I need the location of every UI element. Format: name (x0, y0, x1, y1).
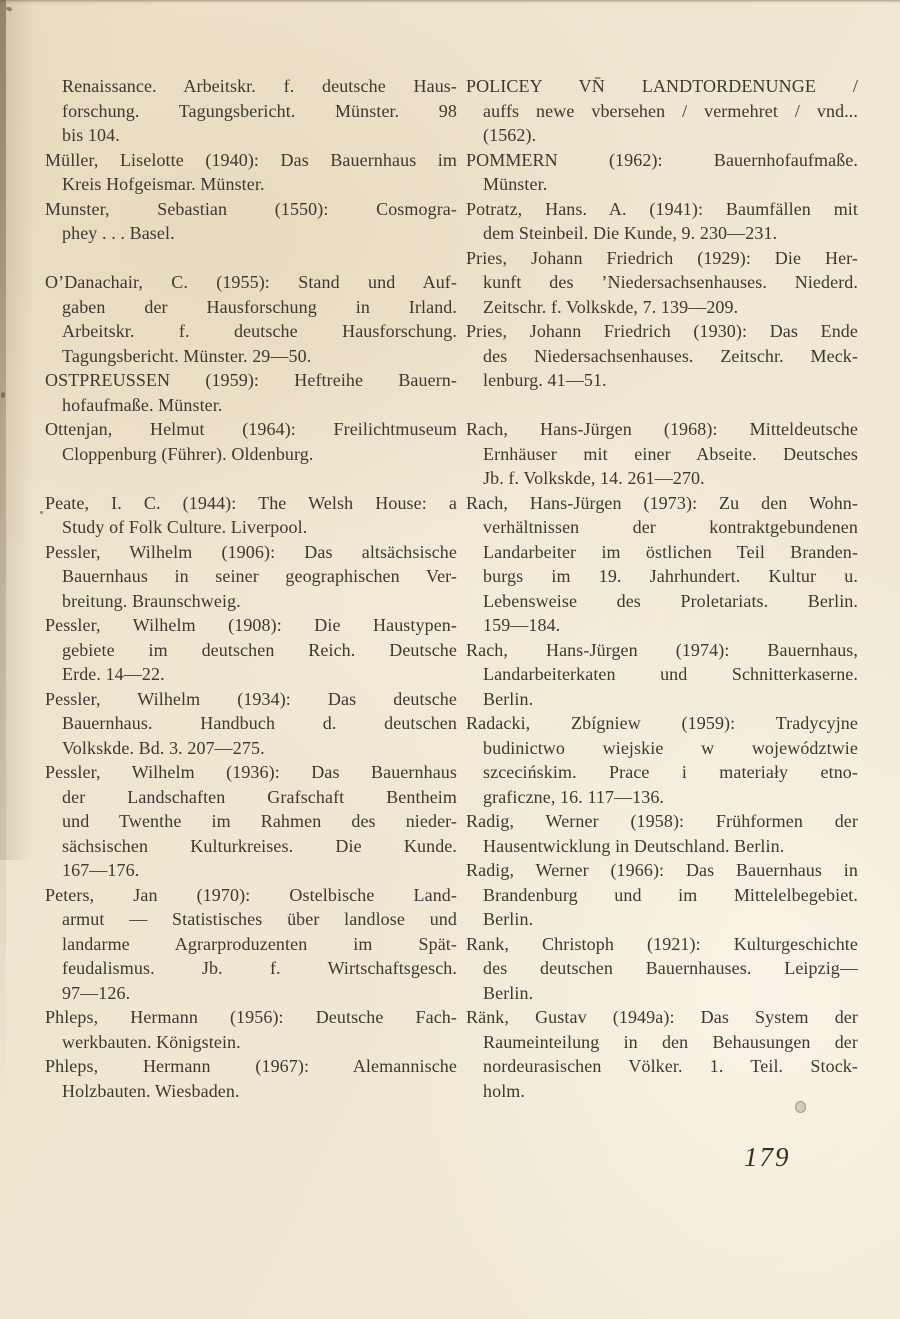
entry-line: budinictwo wiejskie w województwie (483, 737, 858, 758)
bibliography-entry (466, 858, 858, 932)
entry-line: Brandenburg und im Mittelelbegebiet. (483, 884, 858, 905)
entry-line: Pessler, Wilhelm (1936): Das Bauernhaus (45, 762, 457, 782)
page-number: 179 (744, 1142, 791, 1172)
entry-line: hofaufmaße. Münster. (62, 394, 223, 415)
entry-line: (1562). (483, 125, 537, 145)
bibliography-entry (45, 760, 457, 883)
entry-line: Holzbauten. Wiesbaden. (62, 1080, 240, 1101)
bibliography-entry (466, 1005, 858, 1103)
entry-line: 167—176. (62, 860, 140, 880)
entry-line: Raumeinteilung in den Behausungen der (483, 1031, 858, 1052)
entry-line: Tagungsbericht. Münster. 29—50. (62, 345, 312, 366)
bibliography-entry (45, 270, 457, 368)
entry-line: 159—184. (483, 615, 561, 635)
entry-line: Berlin. (483, 982, 534, 1003)
entry-line: und Twenthe im Rahmen des nieder- (62, 811, 457, 831)
entry-line: des deutschen Bauernhauses. Leipzig— (483, 958, 858, 978)
entry-line: Phleps, Hermann (1967): Alemannische (45, 1056, 457, 1076)
entry-line: szcecińskim. Prace i materiały etno- (483, 762, 858, 782)
entry-line: Berlin. (483, 909, 534, 929)
entry-line: Study of Folk Culture. Liverpool. (62, 517, 308, 537)
entry-line: sächsischen Kulturkreises. Die Kunde. (62, 835, 457, 856)
bibliography-entry (466, 932, 858, 1006)
entry-line: feudalismus. Jb. f. Wirtschaftsgesch. (62, 958, 457, 978)
entry-line: Rank, Christoph (1921): Kulturgeschichte (466, 933, 858, 954)
bibliography-entry (45, 1005, 457, 1054)
entry-line: Landarbeiter im östlichen Teil Branden- (483, 541, 858, 562)
bibliography-entry (45, 613, 457, 687)
entry-line: Ränk, Gustav (1949a): Das System der (466, 1007, 858, 1027)
entry-line: Munster, Sebastian (1550): Cosmogra- (45, 198, 457, 219)
entry-line: 97—126. (62, 982, 131, 1003)
entry-line: Rach, Hans-Jürgen (1973): Zu den Wohn- (466, 492, 858, 513)
entry-line: Ernhäuser mit einer Abseite. Deutsches (483, 443, 858, 464)
entry-line: Peate, I. C. (1944): The Welsh House: a (45, 492, 457, 513)
entry-line: gaben der Hausforschung in Irland. (62, 296, 457, 317)
entry-line: breitung. Braunschweig. (62, 590, 241, 611)
entry-line: landarme Agrarproduzenten im Spät- (62, 933, 457, 954)
entry-line: Peters, Jan (1970): Ostelbische Land- (45, 884, 457, 905)
ink-speck (795, 1101, 806, 1113)
entry-line: Pessler, Wilhelm (1934): Das deutsche (45, 688, 457, 709)
bibliography-entry (45, 491, 457, 540)
entry-line: Rach, Hans-Jürgen (1968): Mitteldeutsche (466, 419, 858, 439)
entry-line: OSTPREUSSEN (1959): Heftreihe Bauern- (45, 370, 457, 390)
entry-line: Pries, Johann Friedrich (1929): Die Her- (466, 247, 858, 268)
entry-line: Radig, Werner (1958): Frühformen der (466, 811, 858, 831)
entry-line: graficzne, 16. 117—136. (483, 786, 665, 807)
entry-line: der Landschaften Grafschaft Bentheim (62, 786, 457, 807)
entry-line: POMMERN (1962): Bauernhofaufmaße. (466, 149, 858, 170)
entry-line: POLICEY VN̄ LANDTORDENUNGE / (466, 76, 858, 96)
bibliography-entry (45, 368, 457, 417)
bibliography-right-column (466, 74, 858, 1103)
entry-line: Phleps, Hermann (1956): Deutsche Fach- (45, 1007, 457, 1027)
entry-line: phey . . . Basel. (62, 223, 175, 243)
entry-line: Kreis Hofgeismar. Münster. (62, 174, 265, 194)
scan-left-edge-shadow (0, 0, 6, 1319)
entry-line: dem Steinbeil. Die Kunde, 9. 230—231. (483, 223, 778, 243)
entry-line: lenburg. 41—51. (483, 370, 607, 390)
entry-line: nordeurasischen Völker. 1. Teil. Stock- (483, 1056, 858, 1076)
entry-line: Landarbeiterkaten und Schnitterkaserne. (483, 664, 858, 684)
bibliography-entry (45, 687, 457, 761)
bibliography-entry (45, 1054, 457, 1103)
entry-line: Rach, Hans-Jürgen (1974): Bauernhaus, (466, 639, 858, 660)
entry-line: Pessler, Wilhelm (1906): Das altsächsische (45, 541, 457, 562)
bibliography-entry (466, 148, 858, 197)
entry-line: Renaissance. Arbeitskr. f. deutsche Haus- (62, 76, 457, 96)
entry-line: Jb. f. Volkskde, 14. 261—270. (483, 468, 705, 488)
bibliography-entry (466, 74, 858, 148)
entry-line: Arbeitskr. f. deutsche Hausforschung. (62, 321, 457, 341)
entry-line: kunft des ’Niedersachsenhauses. Niederd. (483, 272, 858, 292)
ink-speck (1, 392, 5, 398)
bibliography-entry (466, 711, 858, 809)
entry-line: des Niedersachsenhauses. Zeitschr. Meck- (483, 345, 858, 366)
bibliography-entry (466, 809, 858, 858)
entry-line: Pessler, Wilhelm (1908): Die Haustypen- (45, 615, 457, 635)
entry-line: Erde. 14—22. (62, 664, 165, 684)
bibliography-entry (466, 246, 858, 320)
entry-line: Bauernhaus. Handbuch d. deutschen (62, 713, 457, 733)
bibliography-entry (45, 148, 457, 197)
entry-line: Pries, Johann Friedrich (1930): Das Ende (466, 321, 858, 341)
entry-line: verhältnissen der kontraktgebundenen (483, 517, 858, 537)
entry-line: Ottenjan, Helmut (1964): Freilichtmuseum (45, 419, 457, 439)
bibliography-entry (466, 417, 858, 491)
entry-line: O’Danachair, C. (1955): Stand und Auf- (45, 272, 457, 292)
entry-line: Berlin. (483, 688, 534, 709)
bibliography-entry (45, 883, 457, 1006)
entry-line: Hausentwicklung in Deutschland. Berlin. (483, 835, 785, 856)
entry-line: gebiete im deutschen Reich. Deutsche (62, 639, 457, 660)
entry-line: Volkskde. Bd. 3. 207—275. (62, 737, 265, 758)
bibliography-entry (45, 197, 457, 246)
bibliography-entry (45, 417, 457, 466)
entry-line: Zeitschr. f. Volkskde, 7. 139—209. (483, 296, 739, 317)
bibliography-entry (466, 491, 858, 638)
entry-line: Müller, Liselotte (1940): Das Bauernhaus im (45, 149, 457, 170)
entry-line: Radig, Werner (1966): Das Bauernhaus in (466, 860, 858, 880)
ink-speck (40, 511, 43, 514)
bibliography-entry (466, 638, 858, 712)
bibliography-entry (45, 540, 457, 614)
entry-line: Münster. (483, 174, 548, 194)
entry-line: bis 104. (62, 125, 120, 145)
entry-line: Potratz, Hans. A. (1941): Baumfällen mit (466, 198, 858, 219)
bibliography-left-column (45, 74, 457, 1103)
scan-top-edge-shadow (0, 0, 900, 4)
entry-line: Cloppenburg (Führer). Oldenburg. (62, 443, 314, 464)
entry-line: Bauernhaus in seiner geographischen Ver- (62, 566, 457, 586)
bibliography-entry (466, 197, 858, 246)
entry-line: burgs im 19. Jahrhundert. Kultur u. (483, 566, 858, 586)
entry-line: armut — Statistisches über landlose und (62, 909, 457, 929)
bibliography-entry (45, 74, 457, 148)
bibliography-entry (466, 319, 858, 393)
entry-line: Radacki, Zbígniew (1959): Tradycyjne (466, 713, 858, 733)
entry-line: holm. (483, 1080, 526, 1101)
entry-line: auffs newe vbersehen / vermehret / vnd... (483, 100, 858, 121)
entry-line: werkbauten. Königstein. (62, 1031, 241, 1052)
entry-line: forschung. Tagungsbericht. Münster. 98 (62, 100, 457, 121)
entry-line: Lebensweise des Proletariats. Berlin. (483, 590, 858, 611)
